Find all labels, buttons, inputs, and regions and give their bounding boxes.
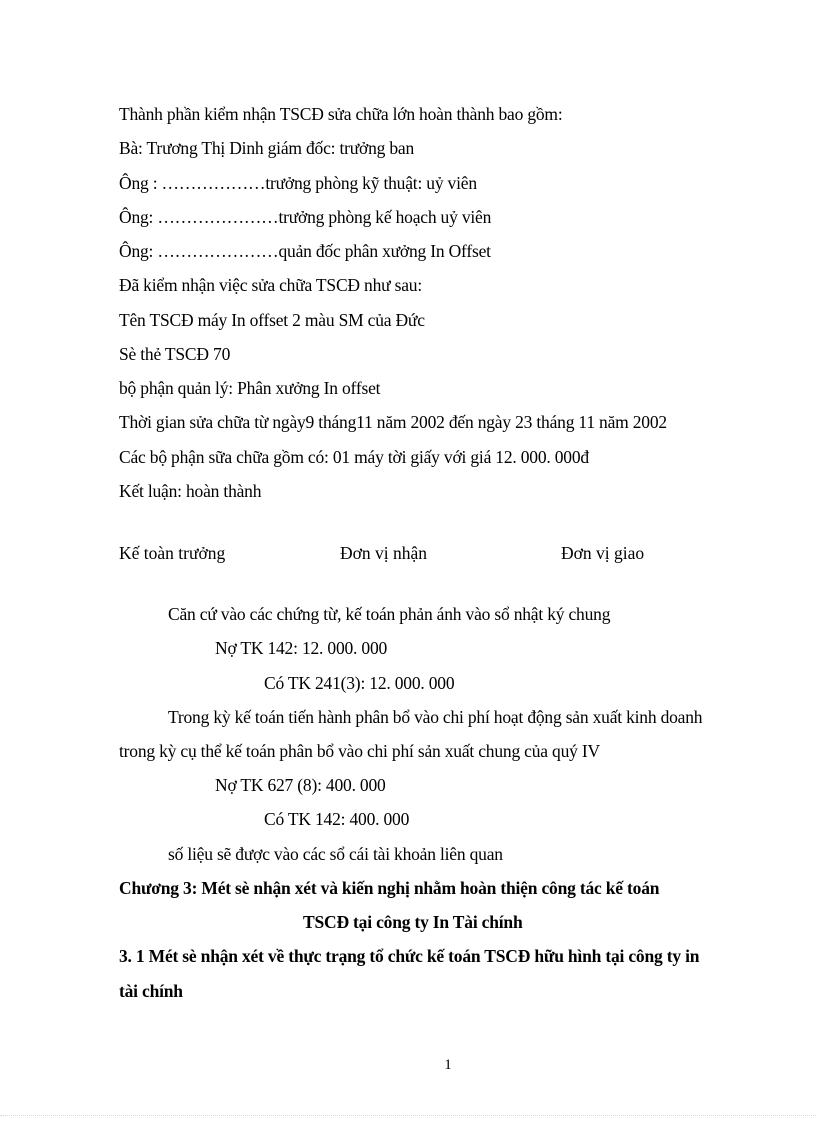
- text-line-member-4: Ông: …………………quản đốc phân xưởng In Offset: [119, 241, 491, 261]
- signature-receiving-unit: Đơn vị nhận: [340, 543, 428, 563]
- text-line-asset-name: Tên TSCĐ máy In offset 2 màu SM của Đức: [119, 310, 425, 330]
- signature-delivering-unit: Đơn vị giao: [561, 543, 645, 563]
- allocation-line-1: Trong kỳ kế toán tiến hành phân bổ vào chi phí hoạt động sản xuất kinh doanh: [168, 707, 703, 727]
- journal-intro: Căn cứ vào các chứng từ, kế toán phản ánh vào sổ nhật ký chung: [168, 604, 611, 624]
- section-heading-line-1: 3. 1 Mét sè nhận xét về thực trạng tổ chức kế toán TSCĐ hữu hình tại công ty in: [119, 946, 700, 966]
- journal-entry2-debit: Nợ TK 627 (8): 400. 000: [215, 775, 386, 795]
- text-line-asset-card: Sè thẻ TSCĐ 70: [119, 344, 231, 364]
- allocation-line-2: trong kỳ cụ thể kế toán phân bổ vào chi phí sản xuất chung của quý IV: [119, 741, 600, 761]
- page-number: 1: [444, 1057, 452, 1073]
- text-line-member-2: Ông : ………………trưởng phòng kỹ thuật: uỷ viên: [119, 173, 477, 193]
- text-line-conclusion: Kết luận: hoàn thành: [119, 481, 262, 501]
- text-line-member-1: Bà: Trương Thị Dinh giám đốc: trưởng ban: [119, 138, 415, 158]
- text-line-committee-intro: Thành phần kiểm nhận TSCĐ sửa chữa lớn hoàn thành bao gồm:: [119, 104, 563, 124]
- journal-entry1-credit: Có TK 241(3): 12. 000. 000: [264, 673, 455, 693]
- ledger-note: số liệu sẽ được vào các sổ cái tài khoản liên quan: [168, 844, 503, 864]
- section-heading-line-2: tài chính: [119, 981, 183, 1001]
- chapter-title-line-2: TSCĐ tại công ty In Tài chính: [303, 912, 523, 932]
- signature-chief-accountant: Kế toàn trưởng: [119, 543, 226, 563]
- journal-entry1-debit: Nợ TK 142: 12. 000. 000: [215, 638, 388, 658]
- text-line-member-3: Ông: …………………trưởng phòng kế hoạch uỷ viên: [119, 207, 492, 227]
- text-line-managing-unit: bộ phận quản lý: Phân xưởng In offset: [119, 378, 381, 398]
- chapter-title-line-1: Chương 3: Mét sè nhận xét và kiến nghị nhằm hoàn thiện công tác kế toán: [119, 878, 660, 898]
- journal-entry2-credit: Có TK 142: 400. 000: [264, 809, 410, 829]
- text-line-repair-period: Thời gian sửa chữa từ ngày9 tháng11 năm 2002 đến ngày 23 tháng 11 năm 2002: [119, 412, 667, 432]
- text-line-repaired-parts: Các bộ phận sữa chữa gồm có: 01 máy tời giấy với giá 12. 000. 000đ: [119, 447, 589, 467]
- page-bottom-divider: [0, 1115, 816, 1116]
- text-line-inspection-intro: Đã kiểm nhận việc sửa chữa TSCĐ như sau:: [119, 275, 422, 295]
